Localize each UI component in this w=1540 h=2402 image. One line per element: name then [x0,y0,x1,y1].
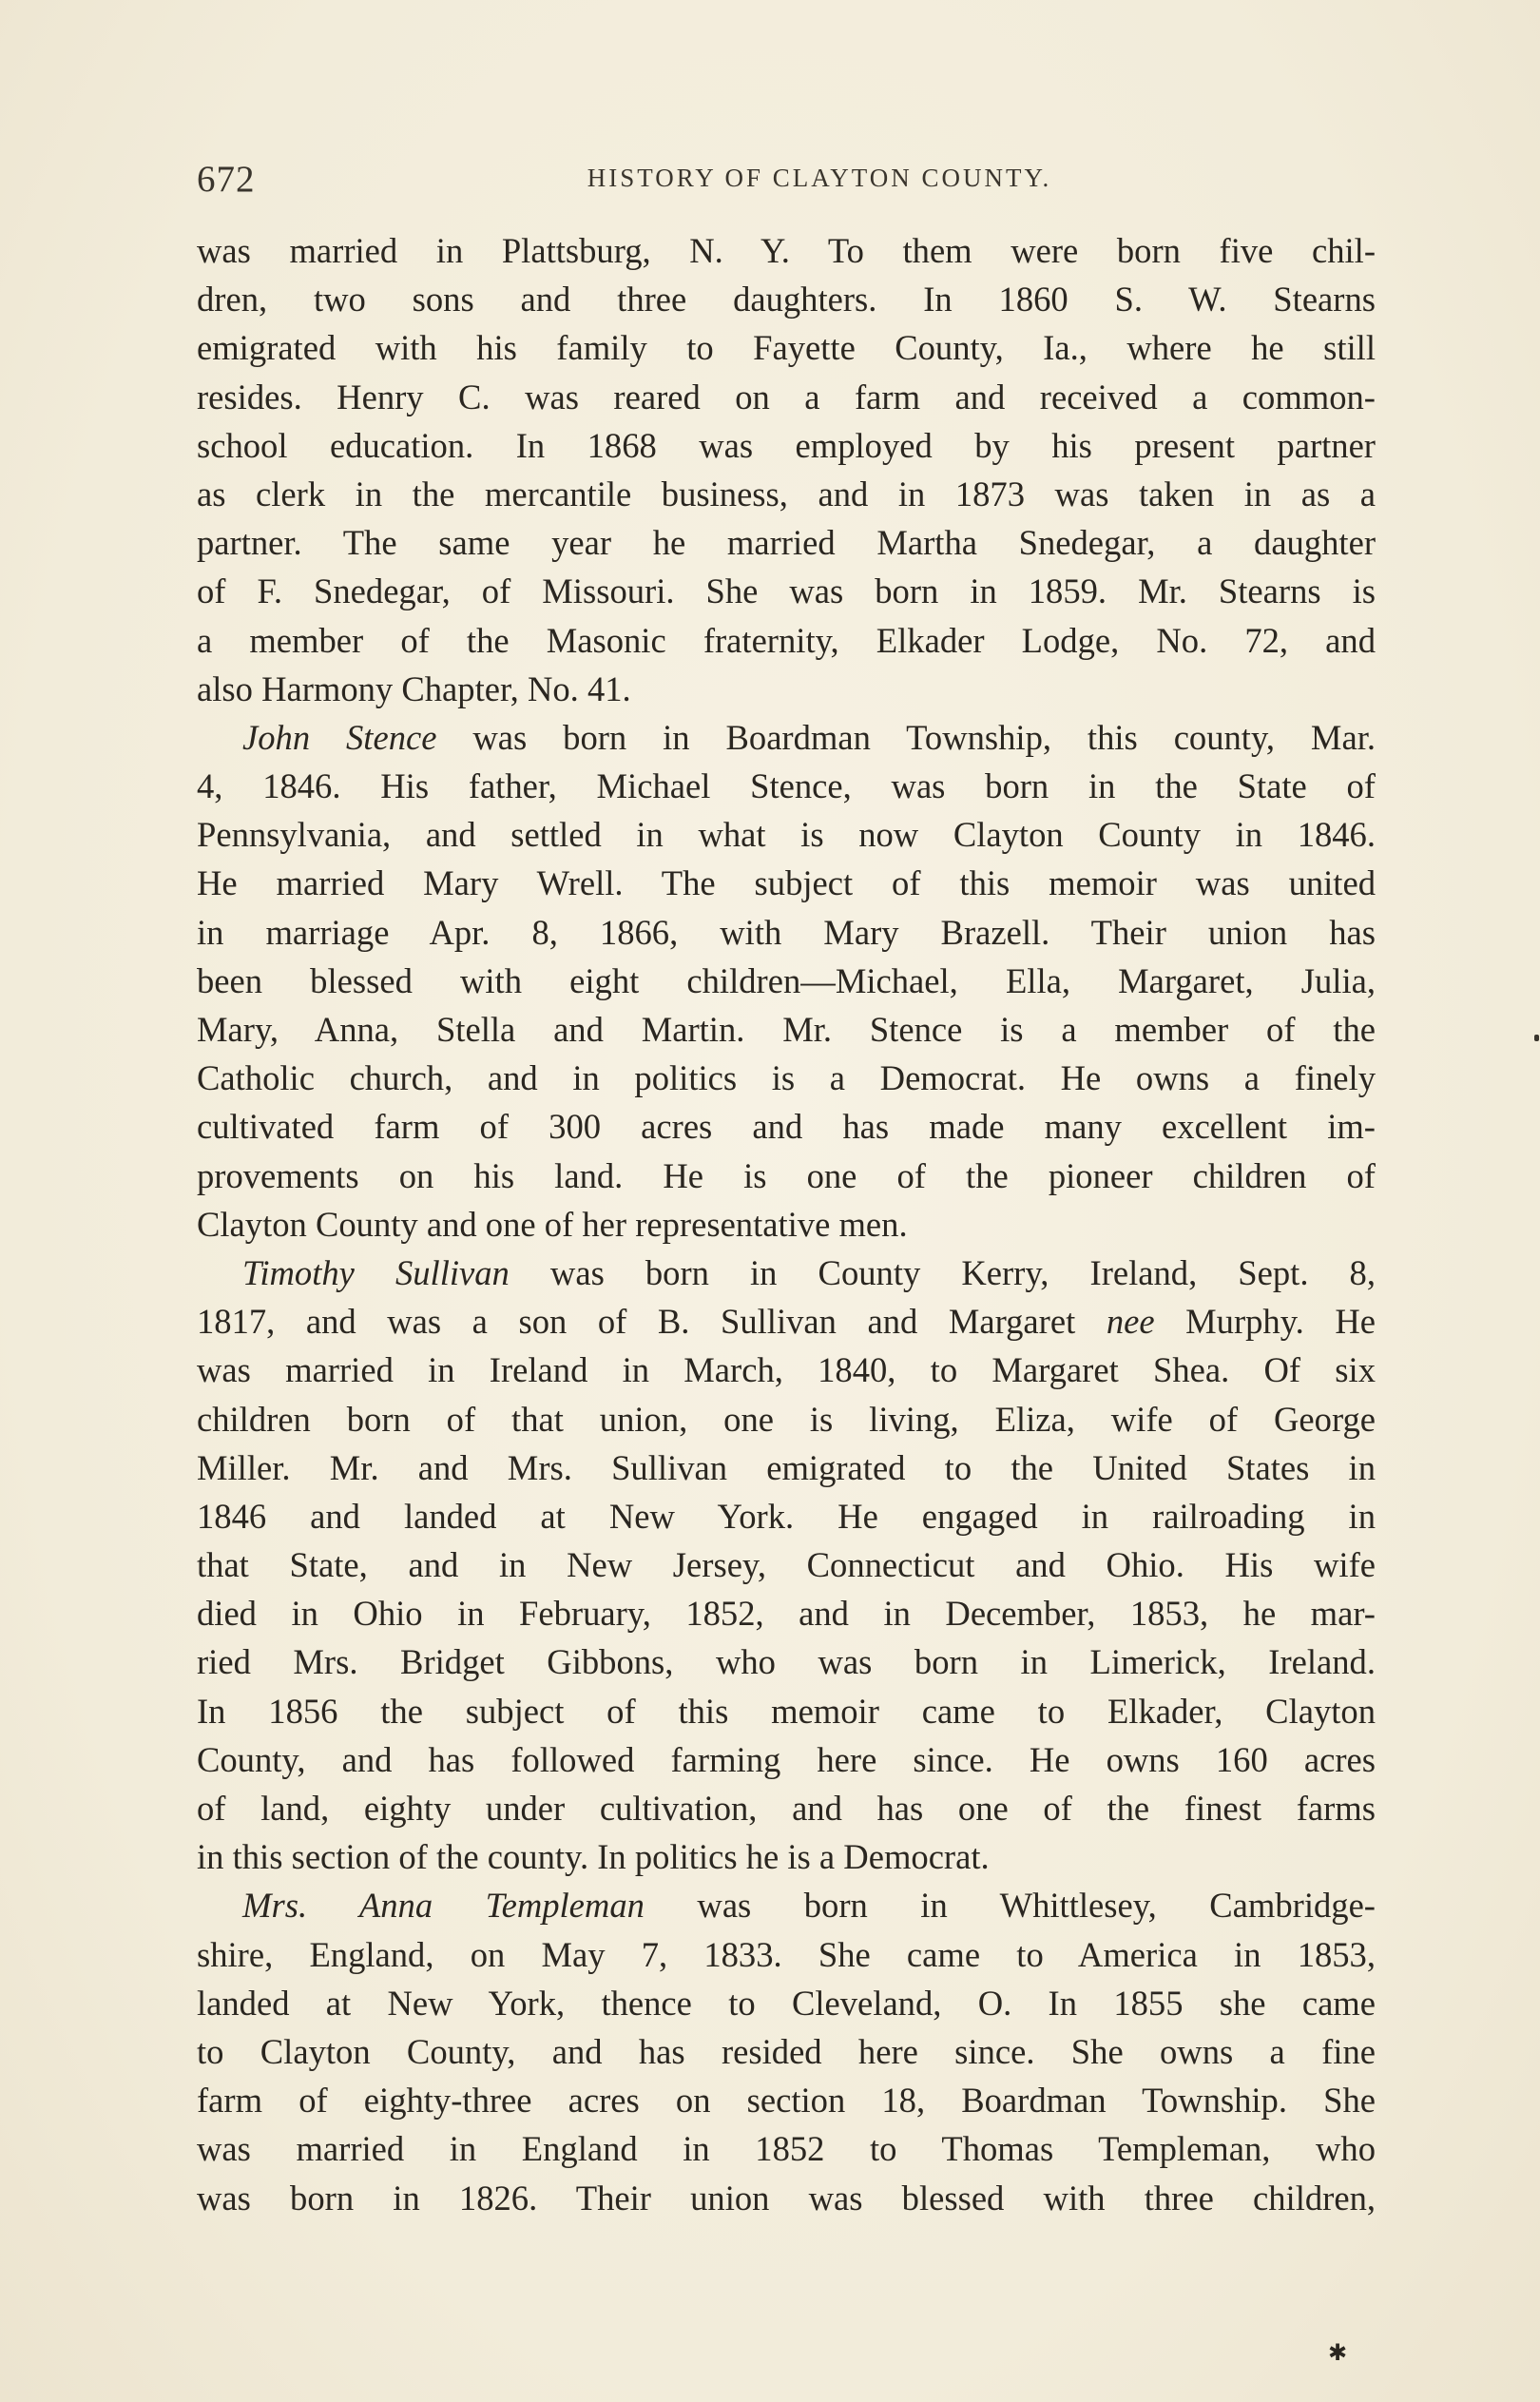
text-line: 4, 1846. His father, Michael Stence, was born in the State of [197,766,1376,806]
text-line: cultivated farm of 300 acres and has made many excellent im- [197,1107,1376,1147]
italic-word: nee [1106,1302,1155,1342]
paragraph-timothy-sullivan [197,1249,1376,1881]
text-line: of F. Snedegar, of Missouri. She was born in 1859. Mr. Stearns is [197,571,1376,611]
text-line: of land, eighty under cultivation, and has one of the finest farms [197,1789,1376,1828]
text-line: In 1856 the subject of this memoir came to Elkader, Clayton [197,1691,1376,1731]
text-line: Pennsylvania, and settled in what is now Clayton County in 1846. [197,815,1376,855]
paragraph-stearns-continued [197,226,1376,713]
text-body [197,226,1376,2222]
text-line: partner. The same year he married Martha Snedegar, a daughter [197,523,1376,563]
text-line: dren, two sons and three daughters. In 1860 S. W. Stearns [197,280,1376,320]
paragraph-anna-templeman [197,1881,1376,2221]
text-line: 1846 and landed at New York. He engaged in railroading in [197,1496,1376,1536]
text-line: shire, England, on May 7, 1833. She came to America in 1853, [197,1934,1376,1974]
text-line: Catholic church, and in politics is a Democrat. He owns a finely [197,1058,1376,1098]
text-line: died in Ohio in February, 1852, and in December, 1853, he mar- [197,1594,1376,1634]
text-span: Murphy. He [1154,1302,1376,1342]
text-line: ried Mrs. Bridget Gibbons, who was born in Limerick, Ireland. [197,1642,1376,1682]
text-line: children born of that union, one is living, Eliza, wife of George [197,1399,1376,1439]
text-line: landed at New York, thence to Cleveland, O. In 1855 she came [197,1983,1376,2023]
text-line: also Harmony Chapter, No. 41. [197,668,631,708]
paragraph-john-stence [197,713,1376,1249]
text-line: was married in England in 1852 to Thomas Templeman, who [197,2129,1376,2169]
biography-name: Mrs. Anna Templeman [242,1886,645,1926]
biography-name: Timothy Sullivan [242,1252,510,1292]
margin-ink-dot [1534,1035,1539,1041]
text-line: that State, and in New Jersey, Connecticut and Ohio. His wife [197,1545,1376,1585]
text-line: in this section of the county. In politics he is a Democrat. [197,1837,990,1877]
text-line: been blessed with eight children—Michael, Ella, Margaret, Julia, [197,960,1376,1000]
text-line: was born in 1826. Their union was blessed with three children, [197,2178,1376,2218]
text-line: Clayton County and one of her representative men. [197,1204,908,1244]
text-span: was born in County Kerry, Ireland, Sept. 8, [509,1252,1376,1292]
text-line: emigrated with his family to Fayette County, Ia., where he still [197,328,1376,368]
page-number: 672 [197,159,256,200]
text-span: was born in Boardman Township, this county, Mar. [436,717,1376,757]
text-line: school education. In 1868 was employed by his present partner [197,425,1376,465]
text-line: provements on his land. He is one of the pioneer children of [197,1155,1376,1195]
text-line: resides. Henry C. was reared on a farm and received a common- [197,377,1376,416]
text-line [197,1249,1376,1297]
signature-mark: ✱ [1328,2339,1348,2366]
biography-name: John Stence [242,717,437,757]
text-line: Mary, Anna, Stella and Martin. Mr. Stence is a member of the [197,1010,1376,1049]
text-span: 1817, and was a son of B. Sullivan and Margaret [197,1302,1107,1342]
text-line [197,1881,1376,1929]
text-line: to Clayton County, and has resided here since. She owns a fine [197,2031,1376,2071]
text-line: He married Mary Wrell. The subject of this memoir was united [197,863,1376,903]
page-header [197,158,1352,203]
text-span: was born in Whittlesey, Cambridge- [644,1886,1376,1926]
text-line [197,1297,1376,1346]
text-line: farm of eighty-three acres on section 18, Boardman Township. She [197,2081,1376,2121]
text-line: was married in Ireland in March, 1840, to Margaret Shea. Of six [197,1350,1376,1390]
text-line [197,713,1376,762]
running-title: HISTORY OF CLAYTON COUNTY. [587,164,1052,192]
text-line: Miller. Mr. and Mrs. Sullivan emigrated to the United States in [197,1447,1376,1487]
text-line: was married in Plattsburg, N. Y. To them were born five chil- [197,231,1376,270]
text-line: in marriage Apr. 8, 1866, with Mary Brazell. Their union has [197,912,1376,952]
text-line: County, and has followed farming here since. He owns 160 acres [197,1739,1376,1779]
text-line: as clerk in the mercantile business, and in 1873 was taken in as a [197,474,1376,513]
text-line: a member of the Masonic fraternity, Elkader Lodge, No. 72, and [197,620,1376,660]
